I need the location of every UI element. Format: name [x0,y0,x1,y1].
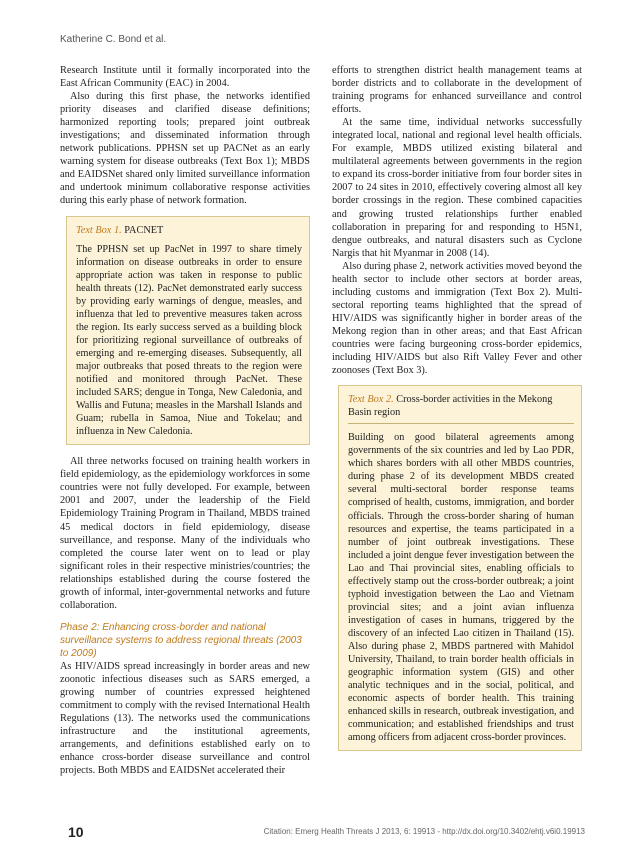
text-box-2 [338,385,582,751]
body-paragraph: Also during phase 2, network activities moved beyond the health sector to include other sectors at border areas, including customs and immigration (Text Box 2). Multi-sectoral reporting teams highlighted that the spread of HIV/AIDS was significantly higher in border areas of the Mekong region than in other areas; and that East African countries were facing burgeoning cross-border epidemics, including HIV/AIDS but also Rift Valley Fever and other zoonoses (Text Box 3). [332,260,582,377]
citation: Citation: Emerg Health Threats J 2013, 6: 19913 - http://dx.doi.org/10.3402/ehtj.v6i0.19913 [263,827,585,836]
text-box-body: Building on good bilateral agreements among governments of the six countries and led by Lao PDR, which shares borders with all other MBDS countries, during phase 2 of its development MBDS created several multi-sectoral border response teams comprised of health, customs, immigration, and border officials. Through the cross-border sharing of human resources and expertise, the teams participated in a number of joint outbreak investigations. These included a joint dengue fever investigation between the Lao and Thai provincial sites, enabling officials to effectively stamp out the cross-border outbreak; a joint typhoid investigation between the Lao and Vietnam provincial sites; and a joint avian influenza investigation of cases in humans, triggered by the discovery of an infected Lao citizen in Thailand (15). Also during phase 2, MBDS partnered with Mahidol University, Thailand, to train border health officials in geographic information system (GIS) and other analytic techniques and in the social, political, and economic aspects of border health. This training enhanced skills in research, outbreak investigation, and communication; and established friendships and trust among officers from adjacent cross-border provinces. [348,432,574,744]
text-box-heading: Cross-border activities in the Mekong Basin region [348,394,553,419]
text-box-title [76,224,302,237]
text-box-label: Text Box 2. [348,394,394,406]
body-paragraph: All three networks focused on training health workers in field epidemiology, as the epidemiology workforces in some countries were not fully developed. For example, between 2001 and 2007, under the leadership of the Field Epidemiology Training Program in Thailand, MBDS trained 45 medical doctors in field epidemiology, disease surveillance, and response. Many of the individuals who completed the course later went on to lead or play significant roles in their respective ministries/countries; the relationships established during the course fostered the growth of informal, inter-governmental networks and future collaboration. [60,456,310,611]
right-column [332,64,582,761]
left-column [60,64,310,777]
page-footer [60,824,585,841]
running-head: Katherine C. Bond et al. [60,34,167,45]
body-paragraph: efforts to strengthen district health management teams at border districts and to collaborate in the development of training programs for enhanced surveillance and control efforts. [332,65,582,116]
section-heading: Phase 2: Enhancing cross-border and national surveillance systems to address regional threats (2003 to 2009) [60,621,302,659]
body-paragraph: At the same time, individual networks successfully integrated local, national and regional level health officials. For example, MBDS utilized existing bilateral and multilateral agreements between governments in the region to expand its cross-border initiative from four border sites in 2007 to 24 sites in 2010, effectively covering almost all key border crossings in the region. These combined capacities and growing trusted relationships further enabled collaboration in preparing for and responding to H5N1, dengue outbreaks, and natural disasters such as Cyclone Nargis that hit Myanmar in 2008 (14). [332,117,582,259]
text-box-label: Text Box 1. [76,224,122,236]
text-box-body: The PPHSN set up PacNet in 1997 to share timely information on disease outbreaks in order to ensure appropriate action was taken in response to public health threats (12). PacNet demonstrated early success by providing early warnings of dengue, measles, and influenza that led to preventive measures taken across the region. Its early success served as a building block for prioritizing regional surveillance of outbreaks of emerging and re-emerging diseases. Subsequently, all major outbreaks that posed threats to the region were notified and monitored through PacNet. These included SARS; dengue in Tonga, New Caledonia, and Wallis and Futuna; measles in the Marshall Islands and Guam; rubella in Samoa, Niue and Tokelau; and influenza in New Caledonia. [76,243,302,438]
body-paragraph: As HIV/AIDS spread increasingly in border areas and new zoonotic infectious diseases such as SARS emerged, a growing number of countries expressed heightened commitment to comply with the revised International Health Regulations (13). The networks used the communications infrastructure and the institutional agreements, arrangements, and definitions established early on to enhance cross-border disease surveillance and control projects. Both MBDS and EAIDSNet accelerated their [60,660,310,777]
text-box-heading: PACNET [124,224,164,236]
page-number: 10 [68,824,84,840]
body-paragraph: Also during this first phase, the networks identified priority diseases and clarified disease definitions; harmonized reporting tools; prepared joint outbreak investigations; and disseminated information through network publications. PPHSN set up PACNet as an early warning system for disease outbreaks (Text Box 1); MBDS and EAIDSNet shared only limited surveillance information and undertook minimum collaborative response activities during this early phase of network formation. [60,91,310,207]
body-paragraph: Research Institute until it formally incorporated into the East African Community (EAC) in 2004. [60,65,310,90]
text-box-1 [66,216,310,446]
text-box-title [348,393,574,424]
